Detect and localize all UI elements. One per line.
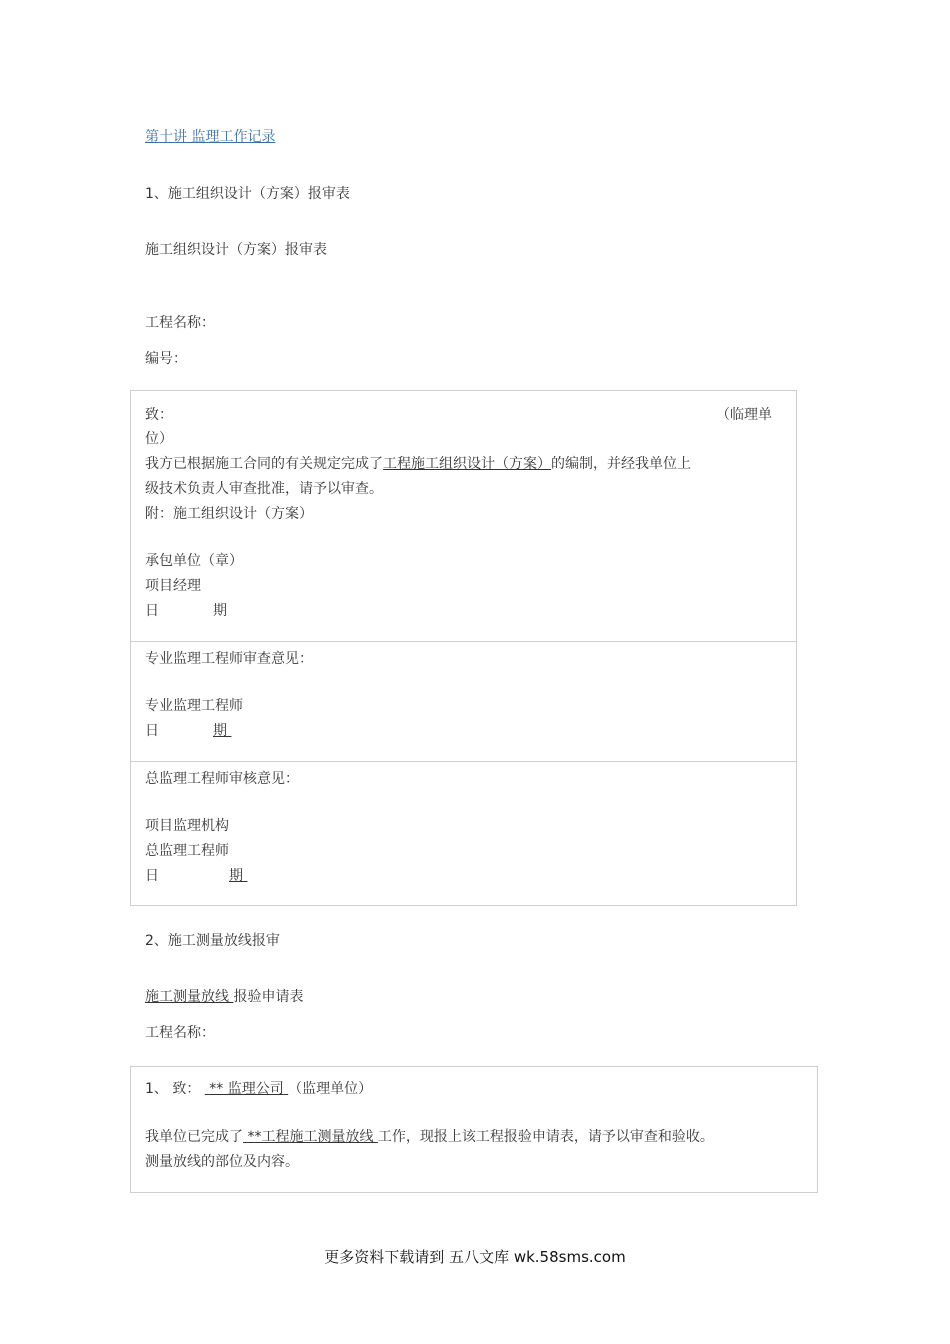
survey-body-line-1: 我单位已完成了 **工程施工测量放线 工作，现报上该工程报验申请表，请予以审查和验收。 xyxy=(145,1129,714,1145)
date-line-b: 日 期 xyxy=(145,723,227,739)
row-divider xyxy=(131,641,796,642)
project-name-label: 工程名称： xyxy=(145,315,215,331)
number-label: 编号： xyxy=(145,351,187,367)
supervision-org: 项目监理机构 xyxy=(145,818,229,834)
project-name-label-2: 工程名称： xyxy=(145,1025,215,1041)
date-line-a: 日 期 xyxy=(145,603,227,619)
project-manager: 项目经理 xyxy=(145,578,201,594)
section2-heading: 2、施工测量放线报审 xyxy=(145,933,280,949)
contractor-seal: 承包单位（章） xyxy=(145,553,243,569)
to-line-2: 1、 致： ** 监理公司 （监理单位） xyxy=(145,1081,373,1097)
footer-note: 更多资料下载请到 五八文库 wk.58sms.com xyxy=(324,1248,626,1266)
form1-table xyxy=(130,390,797,906)
submission-body-line-1: 我方已根据施工合同的有关规定完成了工程施工组织设计（方案）的编制，并经我单位上 xyxy=(145,456,691,472)
to-suffix: （临理单 xyxy=(716,407,772,423)
form2-title: 施工测量放线 报验申请表 xyxy=(145,989,304,1005)
specialist-opinion: 专业监理工程师审查意见： xyxy=(145,651,313,667)
form1-title: 施工组织设计（方案）报审表 xyxy=(145,242,327,258)
section1-heading: 1、施工组织设计（方案）报审表 xyxy=(145,186,350,202)
form2-table xyxy=(130,1066,818,1193)
chief-engineer: 总监理工程师 xyxy=(145,843,229,859)
page-title-link[interactable]: 第十讲 监理工作记录 xyxy=(145,129,276,145)
date-line-c: 日 期 xyxy=(145,868,243,884)
submission-body-line-2: 级技术负责人审查批准，请予以审查。 xyxy=(145,481,383,497)
chief-opinion: 总监理工程师审核意见： xyxy=(145,771,299,787)
specialist-engineer: 专业监理工程师 xyxy=(145,698,243,714)
to-label: 致： xyxy=(145,407,173,423)
row-divider xyxy=(131,761,796,762)
to-suffix-2: 位） xyxy=(145,431,173,447)
attachment-line: 附：施工组织设计（方案） xyxy=(145,506,313,522)
survey-body-line-2: 测量放线的部位及内容。 xyxy=(145,1154,299,1170)
